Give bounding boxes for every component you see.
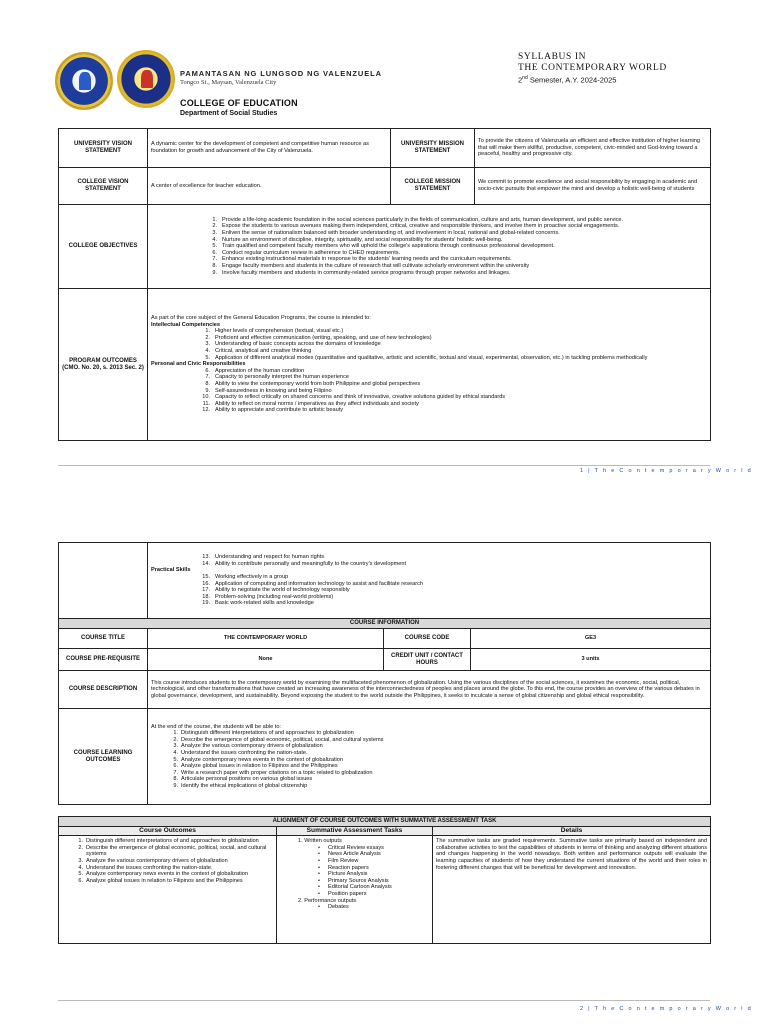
- list-item-number: 6.: [212, 249, 217, 256]
- civic-responsibilities-list: [151, 368, 707, 414]
- practical-skills-list: [151, 574, 707, 607]
- civic-responsibilities-heading: Personal and Civic Responsibilities: [151, 361, 246, 368]
- credit-unit-label: CREDIT UNIT / CONTACT HOURS: [384, 649, 471, 671]
- bullet-item: • Picture Analysis: [280, 871, 429, 878]
- syllabus-title-line1: SYLLABUS IN: [518, 52, 587, 62]
- college-objectives-list: [158, 217, 707, 276]
- list-item-text: Application of computing and information technology to assist and facilitate research: [215, 580, 424, 587]
- list-item: [151, 355, 707, 362]
- list-item: [161, 737, 707, 744]
- list-item-number: 6.: [205, 367, 210, 374]
- list-item-text: Provide a life-long academic foundation in the social sciences particularly in the fields of communication, culture and arts, human development, and public service.: [222, 216, 624, 223]
- credit-unit-value: 3 units: [471, 649, 711, 671]
- list-item-number: 5.: [173, 756, 178, 763]
- list-item-number: 3.: [78, 857, 83, 864]
- list-item-number: 2.: [173, 736, 178, 743]
- college-vision-label: COLLEGE VISION STATEMENT: [59, 168, 148, 205]
- college-mission-label: COLLEGE MISSION STATEMENT: [391, 168, 475, 205]
- list-item: [161, 763, 707, 770]
- list-item: [151, 381, 707, 388]
- list-item-number: 15.: [202, 573, 210, 580]
- list-item: [151, 574, 707, 581]
- list-item-text: Distinguish different interpretations of and approaches to globalization: [86, 838, 259, 845]
- list-item-text: Ability to negotiate the world of technology responsibly: [215, 587, 350, 594]
- list-item-number: 2.: [78, 844, 83, 851]
- list-item: [66, 871, 273, 878]
- list-item-text: Nurture an environment of discipline, integrity, spirituality, and social responsibility for students' holistic well-being.: [222, 236, 503, 243]
- list-item: [151, 401, 707, 408]
- list-item-text: Describe the emergence of global economic, political, social, and cultural systems: [86, 844, 267, 858]
- list-item-text: Understanding and respect for human rights: [215, 554, 325, 561]
- list-item-text: Articulate personal positions on various global issues: [181, 776, 313, 783]
- bullet-item: • Reaction papers: [280, 865, 429, 872]
- list-item-text: Appreciation of the human condition: [215, 367, 305, 374]
- list-item-text: Conduct regular curriculum review in adherence to CHED requirements.: [222, 249, 401, 256]
- list-item-text: Write a research paper with proper citations on a topic related to globalization: [181, 769, 373, 776]
- list-item-number: 12.: [202, 407, 210, 414]
- college-name: COLLEGE OF EDUCATION: [180, 98, 298, 108]
- list-item: [151, 335, 707, 342]
- university-vision-label: UNIVERSITY VISION STATEMENT: [59, 129, 148, 168]
- list-item: [161, 770, 707, 777]
- page-footer: 2 | T h e C o n t e m p o r a r y W o r l d: [580, 1006, 753, 1012]
- practical-skills-heading: Practical Skills: [151, 567, 191, 574]
- list-item-number: 8.: [212, 262, 217, 269]
- list-item-number: 8.: [205, 380, 210, 387]
- performance-outputs-label: 2. Performance outputs: [298, 897, 357, 904]
- list-item-text: Analyze contemporary news events in the context of globalization: [86, 871, 249, 878]
- list-item-number: 19.: [202, 600, 210, 607]
- page-footer: 1 | T h e C o n t e m p o r a r y W o r l d: [580, 468, 753, 474]
- course-info-table: [58, 542, 711, 805]
- list-item: [158, 217, 707, 224]
- list-item-text: Working effectively in a group: [215, 573, 289, 580]
- list-item-number: 13.: [202, 554, 210, 561]
- program-outcomes-intro: As part of the core subject of the General Education Programs, the course is intended to:: [151, 315, 371, 322]
- list-item: [151, 374, 707, 381]
- assessment-tasks-column-header: Summative Assessment Tasks: [277, 826, 433, 836]
- list-item-number: 4.: [173, 749, 178, 756]
- list-item-number: 11.: [202, 400, 210, 407]
- bullet-item: • Position papers: [280, 891, 429, 898]
- syllabus-title-line2: THE CONTEMPORARY WORLD: [518, 63, 667, 73]
- list-item-number: 10.: [202, 394, 210, 401]
- list-item-number: 6.: [78, 877, 83, 884]
- list-item: [66, 858, 273, 865]
- program-outcomes-continued-list: [151, 554, 707, 567]
- list-item: [66, 845, 273, 858]
- list-item: [66, 878, 273, 885]
- alignment-table: [58, 816, 711, 944]
- list-item: [151, 554, 707, 561]
- list-item-number: 6.: [173, 763, 178, 770]
- list-item-text: Understand the issues confronting the nation-state.: [86, 864, 213, 871]
- list-item-text: Describe the emergence of global economic, political, social, and cultural systems: [181, 736, 384, 743]
- university-address: Tongco St., Maysan, Valenzuela City: [180, 79, 277, 86]
- department-name: Department of Social Studies: [180, 110, 278, 117]
- list-item: [151, 561, 707, 568]
- syllabus-page-1: [0, 0, 768, 480]
- list-item-number: 5.: [78, 871, 83, 878]
- list-item-number: 1.: [173, 730, 178, 737]
- list-item-text: Self-assuredness in knowing and being Filipino: [215, 387, 332, 394]
- bullet-item: • Primary Source Analysis: [280, 878, 429, 885]
- list-item-text: Understanding of basic concepts across the domains of knowledge: [215, 341, 381, 348]
- list-item-number: 5.: [212, 243, 217, 250]
- performance-outputs-list: [280, 904, 429, 911]
- list-item-number: 3.: [205, 341, 210, 348]
- list-item-text: Analyze contemporary news events in the context of globalization: [181, 756, 344, 763]
- list-item-text: Enliven the sense of nationalism balanced with broader understanding of, and involvement in local, national and global-related concerns.: [222, 230, 560, 237]
- list-item-number: 2.: [205, 334, 210, 341]
- list-item-text: Capacity to reflect critically on shared concerns and think of innovative, creative solutions guided by ethical standards: [215, 394, 506, 401]
- list-item-text: Understand the issues confronting the nation-state.: [181, 749, 308, 756]
- list-item-text: Engage faculty members and students in the culture of research that will cultivate scholarly environment within the university: [222, 262, 530, 269]
- list-item-text: Application of different analytical modes (quantitative and qualitative, artistic and scientific, textual and visual, experimental, observation, etc.) in tackling problems methodically: [215, 354, 648, 361]
- course-outcomes-column-header: Course Outcomes: [59, 826, 277, 836]
- list-item-number: 7.: [212, 256, 217, 263]
- list-item-text: Ability to reflect on moral norms / imperatives as they affect individuals and society: [215, 400, 419, 407]
- list-item: [151, 341, 707, 348]
- list-item-number: 3.: [212, 230, 217, 237]
- program-outcomes-label: PROGRAM OUTCOMES (CMO. No. 20, s. 2013 Sec. 2): [59, 289, 148, 441]
- list-item: [151, 328, 707, 335]
- course-description-text: This course introduces students to the contemporary world by examining the multifaceted phenomenon of globalization. Using the various disciplines of the social sciences, it examines the economic, social, political, technological, and other transformations that have created an increasing awareness of the interconnectedness of peoples and places around the globe. To this end, the course provides an overview of the various debates in global governance, development, and sustainability. Beyond exposing the student to the world outside the Philippines, it seeks to inculcate a sense of global citizenship and global ethical responsibility.: [148, 671, 711, 709]
- list-item-number: 18.: [202, 593, 210, 600]
- university-mission-text: To provide the citizens of Valenzuela an efficient and effective institution of higher learning that will make them skillful, productive, competent, civic-minded and God-loving toward a peaceful, healthy and progressive city.: [475, 129, 711, 168]
- list-item-number: 4.: [212, 236, 217, 243]
- alignment-outcomes-list: [62, 838, 273, 884]
- list-item: [151, 368, 707, 375]
- college-objectives-label: COLLEGE OBJECTIVES: [59, 205, 148, 289]
- list-item-number: 4.: [78, 864, 83, 871]
- list-item-text: Train qualified and competent faculty members who will uphold the college's aspirations through continuous professional development.: [222, 243, 555, 250]
- list-item-text: Analyze the various contemporary drivers of globalization: [86, 857, 228, 864]
- college-mission-text: We commit to promote excellence and social responsibility by engaging in academic and socio-civic pursuits that empower the mind and develop a holistic well-being of students: [475, 168, 711, 205]
- list-item-number: 16.: [202, 580, 210, 587]
- list-item: [161, 743, 707, 750]
- list-item-text: Ability to view the contemporary world from both Philippine and global perspectives: [215, 380, 421, 387]
- learning-outcomes-intro: At the end of the course, the students will be able to:: [151, 723, 281, 730]
- footer-divider: [58, 1000, 710, 1001]
- list-item-number: 7.: [205, 374, 210, 381]
- list-item-text: Involve faculty members and students in community-related service programs through proper networks and linkages.: [222, 269, 511, 276]
- learning-outcomes-list: [151, 730, 707, 789]
- list-item-number: 4.: [205, 348, 210, 355]
- list-item-text: Expose the students to various avenues making them independent, critical, creative and responsible thinkers, and involve them in proactive social engagements.: [222, 223, 620, 230]
- list-item-text: Analyze global issues in relation to Filipinos and the Philippines: [181, 763, 338, 770]
- course-code-label: COURSE CODE: [384, 629, 471, 649]
- list-item-number: 7.: [173, 769, 178, 776]
- list-item-text: Enhance existing instructional materials in response to the students' learning needs and the curriculum requirements.: [222, 256, 512, 263]
- list-item-number: 8.: [173, 776, 178, 783]
- list-item: [151, 600, 707, 607]
- list-item: [161, 776, 707, 783]
- course-prerequisite-value: None: [148, 649, 384, 671]
- list-item: [158, 250, 707, 257]
- objectives-outcomes-table: [58, 204, 711, 441]
- university-vision-text: A dynamic center for the development of competent and competitive human resource as foundation for growth and advancement of the City of Valenzuela.: [148, 129, 391, 168]
- intellectual-competencies-heading: Intellectual Competencies: [151, 321, 221, 328]
- course-information-heading: COURSE INFORMATION: [59, 619, 711, 629]
- list-item-number: 3.: [173, 743, 178, 750]
- course-title-label: COURSE TITLE: [59, 629, 148, 649]
- semester-label: 2nd Semester, A.Y. 2024-2025: [518, 75, 617, 85]
- bullet-item: • Debates: [280, 904, 429, 911]
- list-item-number: 9.: [173, 782, 178, 789]
- list-item-number: 14.: [202, 560, 210, 567]
- list-item: [151, 407, 707, 414]
- university-seal-logo: [55, 52, 113, 110]
- list-item: [151, 394, 707, 401]
- list-item-number: 9.: [212, 269, 217, 276]
- list-item: [151, 348, 707, 355]
- list-item-number: 5.: [205, 354, 210, 361]
- university-mission-label: UNIVERSITY MISSION STATEMENT: [391, 129, 475, 168]
- details-column-header: Details: [433, 826, 711, 836]
- list-item: [161, 730, 707, 737]
- list-item: [161, 757, 707, 764]
- list-item-number: 17.: [202, 587, 210, 594]
- footer-divider: [58, 465, 710, 466]
- list-item-text: Problem-solving (including real-world problems): [215, 593, 334, 600]
- bullet-item: • News Article Analysis: [280, 851, 429, 858]
- list-item: [151, 594, 707, 601]
- list-item-text: Capacity to personally interpret the human experience: [215, 374, 350, 381]
- list-item-text: Ability to appreciate and contribute to artistic beauty: [215, 407, 344, 414]
- bullet-item: • Editorial Cartoon Analysis: [280, 884, 429, 891]
- list-item-text: Critical, analytical and creative thinking: [215, 348, 312, 355]
- alignment-heading: ALIGNMENT OF COURSE OUTCOMES WITH SUMMATIVE ASSESSMENT TASK: [59, 817, 711, 827]
- list-item: [161, 783, 707, 790]
- college-vision-text: A center of excellence for teacher education.: [148, 168, 391, 205]
- syllabus-page-2: [0, 520, 768, 1024]
- course-title-value: THE CONTEMPORARY WORLD: [148, 629, 384, 649]
- list-item: [151, 581, 707, 588]
- intellectual-competencies-list: [151, 328, 707, 361]
- bullet-item: • Film Review: [280, 858, 429, 865]
- course-learning-outcomes-label: COURSE LEARNING OUTCOMES: [59, 709, 148, 805]
- list-item: [66, 865, 273, 872]
- list-item-number: 1.: [78, 838, 83, 845]
- list-item: [151, 388, 707, 395]
- course-description-label: COURSE DESCRIPTION: [59, 671, 148, 709]
- list-item-number: 2.: [212, 223, 217, 230]
- list-item-text: Identify the ethical implications of global citizenship: [181, 782, 308, 789]
- written-outputs-label: 1. Written outputs: [298, 838, 342, 845]
- list-item-number: 1.: [205, 328, 210, 335]
- list-item-text: Higher levels of comprehension (textual, visual etc.): [215, 328, 344, 335]
- list-item-number: 1.: [212, 216, 217, 223]
- list-item-text: Distinguish different interpretations of and approaches to globalization: [181, 730, 354, 737]
- list-item: [158, 256, 707, 263]
- list-item-text: Analyze the various contemporary drivers of globalization: [181, 743, 323, 750]
- list-item: [66, 838, 273, 845]
- list-item-text: Proficient and effective communication (writing, speaking, and use of new technologies): [215, 334, 432, 341]
- list-item: [158, 270, 707, 277]
- list-item-text: Analyze global issues in relation to Filipinos and the Philippines: [86, 877, 243, 884]
- course-code-value: GE3: [471, 629, 711, 649]
- vision-mission-table: [58, 128, 711, 205]
- written-outputs-list: [280, 845, 429, 898]
- list-item-text: Basic work-related skills and knowledge: [215, 600, 314, 607]
- list-item: [151, 587, 707, 594]
- list-item-number: 9.: [205, 387, 210, 394]
- list-item: [158, 223, 707, 230]
- list-item: [158, 263, 707, 270]
- bullet-item: • Critical Review essays: [280, 845, 429, 852]
- list-item: [158, 237, 707, 244]
- list-item: [158, 243, 707, 250]
- list-item-text: Ability to contribute personally and meaningfully to the country's development: [215, 560, 407, 567]
- course-prerequisite-label: COURSE PRE-REQUISITE: [59, 649, 148, 671]
- university-name: PAMANTASAN NG LUNGSOD NG VALENZUELA: [180, 69, 382, 78]
- list-item: [161, 750, 707, 757]
- alignment-details-text: The summative tasks are graded requirements. Summative tasks are primarily based on independent and collaborative activities to test the capabilities of students in terms of thinking and analyzing different situations and changes happening in the world nowadays. Both written and performance outputs will evaluate the learning capacities of students of how they understand the current situations of the world and their roles in fostering different changes that will be beneficial for development and innovation.: [433, 836, 711, 944]
- college-seal-logo: [117, 50, 175, 108]
- list-item: [158, 230, 707, 237]
